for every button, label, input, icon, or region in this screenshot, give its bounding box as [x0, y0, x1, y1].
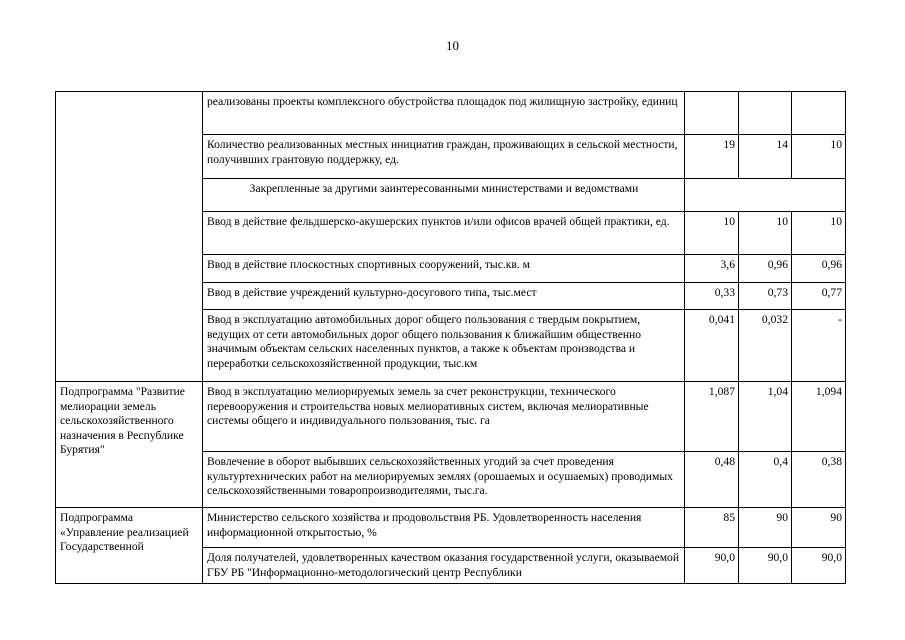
value-cell: 0,96	[739, 255, 792, 283]
value-cell: 10	[685, 212, 739, 255]
indicator-cell: Доля получателей, удовлетворенных качеством оказания государственной услуги, оказываемой ГБУ РБ "Информационно-методологический центр Республики	[203, 548, 685, 584]
page-number: 10	[446, 38, 459, 53]
value-cell: 0,77	[792, 283, 846, 310]
table-row	[56, 508, 846, 548]
table-row	[56, 92, 846, 135]
value-cell: 90,0	[739, 548, 792, 584]
value-cell: 85	[685, 508, 739, 548]
value-cell	[739, 92, 792, 135]
value-cell: 90	[792, 508, 846, 548]
value-cell: 3,6	[685, 255, 739, 283]
value-cell: 0,33	[685, 283, 739, 310]
indicators-table	[55, 91, 846, 584]
value-cell: 0,73	[739, 283, 792, 310]
value-cell: 0,041	[685, 310, 739, 382]
value-cell: 0,48	[685, 452, 739, 508]
value-cell: 90,0	[685, 548, 739, 584]
section-header: Закрепленные за другими заинтересованными министерствами и ведомствами	[203, 179, 685, 212]
value-cell: 1,094	[792, 382, 846, 452]
value-cell: 1,04	[739, 382, 792, 452]
indicator-cell: Количество реализованных местных инициатив граждан, проживающих в сельской местности, получивших грантовую поддержку, ед.	[203, 135, 685, 179]
value-cell: 0,38	[792, 452, 846, 508]
value-cell: 10	[792, 212, 846, 255]
value-cell	[685, 92, 739, 135]
indicator-cell: Ввод в эксплуатацию автомобильных дорог общего пользования с твердым покрытием, ведущих от сети автомобильных дорог общего пользования к ближайшим общественно значимым объектам сельских населенных пунктов, а также к объектам производства и переработки сельскохозяйственной продукции, тыс.км	[203, 310, 685, 382]
value-cell: 0,032	[739, 310, 792, 382]
indicator-cell: Ввод в действие плоскостных спортивных сооружений, тыс.кв. м	[203, 255, 685, 283]
indicator-cell: Ввод в действие учреждений культурно-досугового типа, тыс.мест	[203, 283, 685, 310]
value-cell: 0,4	[739, 452, 792, 508]
value-cell: 10	[792, 135, 846, 179]
indicator-cell: Ввод в действие фельдшерско-акушерских пунктов и/или офисов врачей общей практики, ед.	[203, 212, 685, 255]
value-cell	[792, 92, 846, 135]
indicator-cell: Вовлечение в оборот выбывших сельскохозяйственных угодий за счет проведения культуртехнических работ на мелиорируемых землях (орошаемых и осушаемых) проводимых сельскохозяйственными товаропроизводителями, тыс.га.	[203, 452, 685, 508]
value-cell: 19	[685, 135, 739, 179]
subprogram-name: Подпрограмма «Управление реализацией Государственной	[56, 508, 203, 584]
table-row	[56, 382, 846, 452]
value-cell: -	[792, 310, 846, 382]
value-cell: 90,0	[792, 548, 846, 584]
section-blank	[685, 179, 846, 212]
value-cell: 14	[739, 135, 792, 179]
subprogram-name: Подпрограмма "Развитие мелиорации земель сельскохозяйственного назначения в Республике Бурятия"	[56, 382, 203, 508]
value-cell: 90	[739, 508, 792, 548]
value-cell: 0,96	[792, 255, 846, 283]
indicator-cell: Министерство сельского хозяйства и продовольствия РБ. Удовлетворенность населения информационной открытостью, %	[203, 508, 685, 548]
value-cell: 1,087	[685, 382, 739, 452]
subprogram-cell-empty	[56, 92, 203, 382]
indicator-cell: Ввод в эксплуатацию мелиорируемых земель за счет реконструкции, технического перевооружения и строительства новых мелиоративных систем, включая мелиоративные системы общего и индивидуального пользования, тыс. га	[203, 382, 685, 452]
indicator-cell: реализованы проекты комплексного обустройства площадок под жилищную застройку, единиц	[203, 92, 685, 135]
value-cell: 10	[739, 212, 792, 255]
